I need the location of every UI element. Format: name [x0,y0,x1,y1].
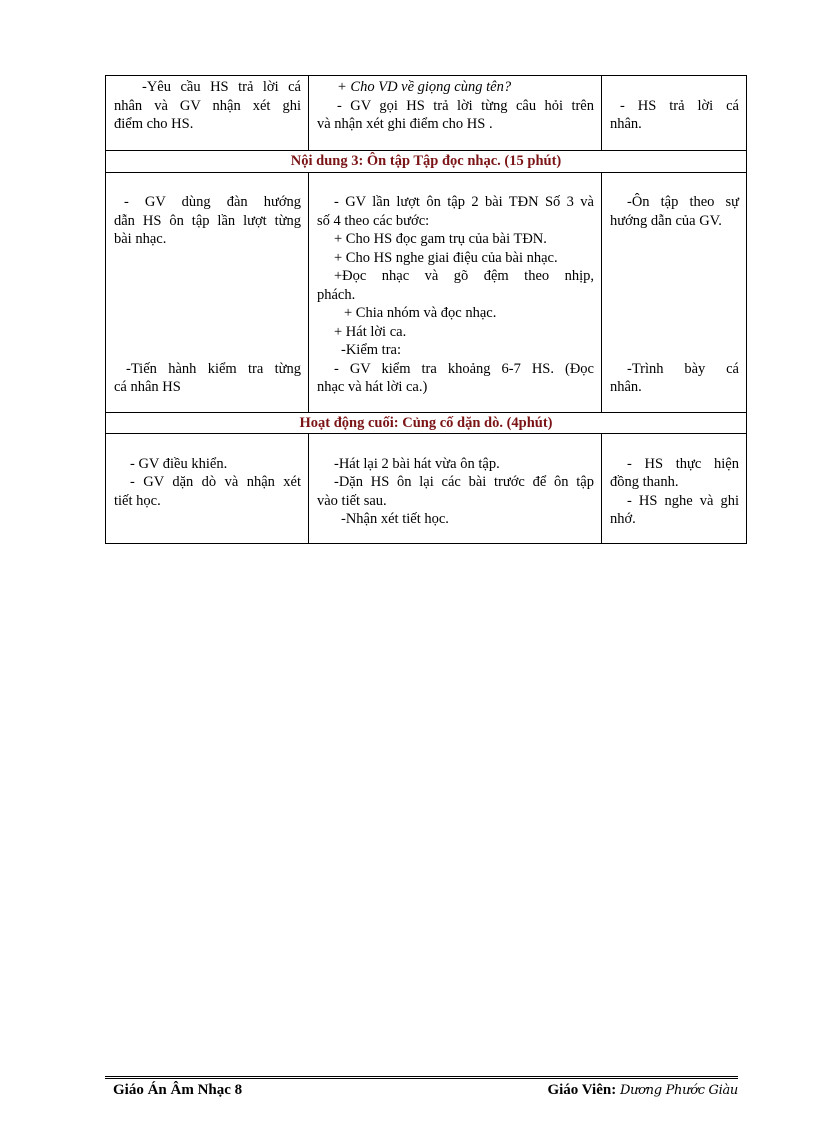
text-line: -Yêu cầu HS trả lời cá [142,79,301,95]
text-line: nhân. [610,116,642,132]
section-heading: Hoạt động cuối: Củng cố dặn dò. (4phút) [106,412,747,434]
text-line: - GV kiểm tra khoảng 6-7 HS. (Đọc [334,360,594,377]
text-line: điểm cho HS. [114,116,194,132]
footer-teacher [547,1082,738,1099]
text-line: phách. [317,286,356,303]
text-line: +Đọc nhạc và gõ đệm theo nhịp, [334,268,594,284]
section-heading: Nội dung 3: Ôn tập Tập đọc nhạc. (15 phút) [106,151,747,173]
text-line: -Dặn HS ôn lại các bài trước để ôn tập [334,474,594,490]
content-cell [309,76,602,151]
text-line: nhạc và hát lời ca.) [317,379,428,395]
text-line: nhân. [610,379,642,395]
text-line: đồng thanh. [610,474,679,490]
text-line: - GV điều khiển. [130,455,228,472]
text-line: -Kiểm tra: [341,342,401,358]
text-line: - GV lần lượt ôn tập 2 bài TĐN Số 3 và [334,194,594,210]
content-cell [309,172,602,412]
text-line: -Ôn tập theo sự [627,194,739,210]
teacher-activity-cell [106,434,309,544]
text-line: số 4 theo các bước: [317,212,430,229]
footer-title: Giáo Án Âm Nhạc 8 [113,1082,243,1098]
text-line: + Cho HS nghe giai điệu của bài nhạc. [334,249,558,266]
student-activity-cell [602,172,747,412]
footer-divider [105,1076,738,1077]
text-line: nhân và GV nhận xét ghi [114,97,301,114]
text-line: cá nhân HS [114,379,181,395]
student-activity-cell [602,76,747,151]
teacher-activity-cell [106,172,309,412]
text-line: bài nhạc. [114,231,167,247]
teacher-label: Giáo Viên: [547,1082,617,1098]
table-row [106,76,747,151]
text-line: -Trình bày cá [627,360,739,377]
text-line: + Cho VD về giọng cùng tên? [337,79,512,95]
text-line: -Hát lại 2 bài hát vừa ôn tập. [334,455,500,472]
text-line: tiết học. [114,492,161,509]
text-line: và nhận xét ghi điểm cho HS . [317,116,493,132]
table-row [106,172,747,412]
page-footer [113,1082,738,1102]
text-line: nhớ. [610,511,636,527]
text-line: + Chia nhóm và đọc nhạc. [344,305,497,321]
text-line: dẫn HS ôn tập lần lượt từng [114,212,301,229]
text-line: - GV gọi HS trả lời từng câu hỏi trên [337,97,594,114]
footer-divider [105,1078,738,1079]
text-line: vào tiết sau. [317,492,387,509]
text-line: - HS trả lời cá [620,97,739,114]
student-activity-cell [602,434,747,544]
lesson-plan-table [105,75,747,544]
text-line: - GV dùng đàn hướng [124,194,301,210]
text-line: - HS thực hiện [627,455,739,472]
text-line: -Nhận xét tiết học. [341,511,449,527]
content-cell [309,434,602,544]
table-row [106,434,747,544]
text-line: + Cho HS đọc gam trụ của bài TĐN. [334,231,547,247]
section-heading-row [106,412,747,434]
text-line: hướng dẫn của GV. [610,212,722,229]
section-heading-row [106,151,747,173]
text-line: - HS nghe và ghi [627,492,739,509]
teacher-signature: Dương Phước Giàu [619,1083,738,1098]
text-line: -Tiến hành kiểm tra từng [126,360,301,377]
teacher-activity-cell [106,76,309,151]
text-line: + Hát lời ca. [334,323,407,340]
text-line: - GV dặn dò và nhận xét [130,474,301,490]
